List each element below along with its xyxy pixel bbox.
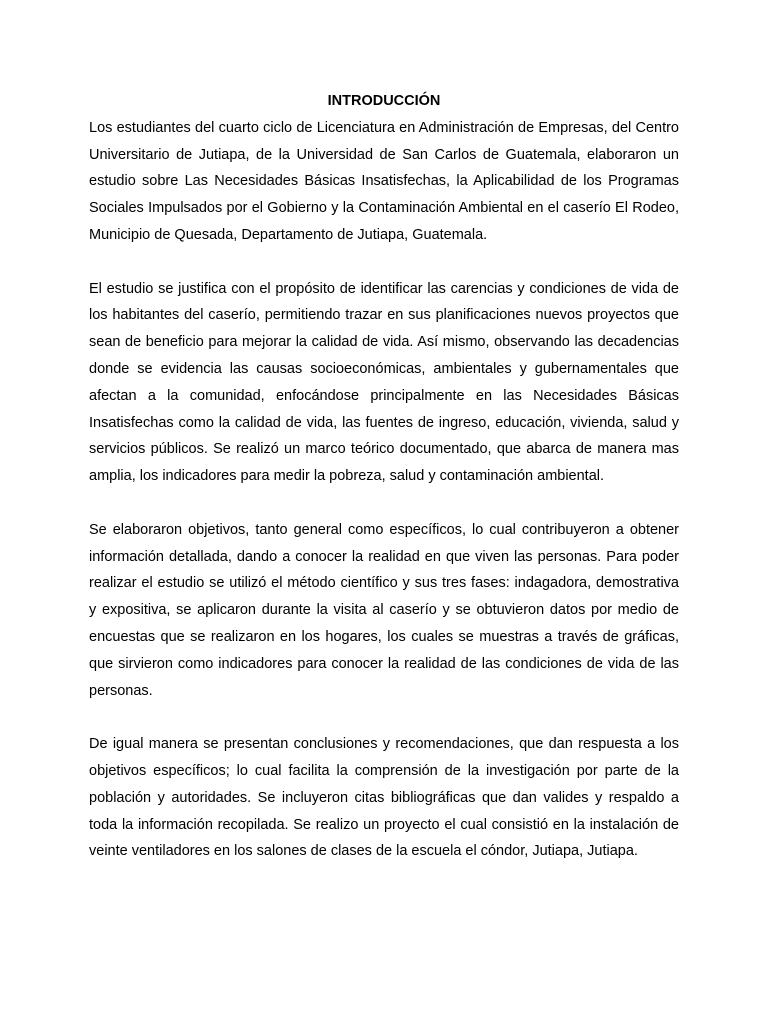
document-page	[89, 88, 679, 892]
paragraph-1: Los estudiantes del cuarto ciclo de Licenciatura en Administración de Empresas, del Centro Universitario de Jutiapa, de la Universidad de San Carlos de Guatemala, elaboraron un estudio sobre Las Necesidades Básicas Insatisfechas, la Aplicabilidad de los Programas Sociales Impulsados por el Gobierno y la Contaminación Ambiental en el caserío El Rodeo, Municipio de Quesada, Departamento de Jutiapa, Guatemala.	[89, 119, 679, 243]
paragraph-2: El estudio se justifica con el propósito de identificar las carencias y condiciones de vida de los habitantes del caserío, permitiendo trazar en sus planificaciones nuevos proyectos que sean de beneficio para mejorar la calidad de vida. Así mismo, observando las decadencias donde se evidencia las causas socioeconómicas, ambientales y gubernamentales que afectan a la comunidad, enfocándose principalmente en las Necesidades Básicas Insatisfechas como la calidad de vida, las fuentes de ingreso, educación, vivienda, salud y servicios públicos. Se realizó un marco teórico documentado, que abarca de manera mas amplia, los indicadores para medir la pobreza, salud y contaminación ambiental.	[89, 280, 679, 485]
paragraph-3: Se elaboraron objetivos, tanto general como específicos, lo cual contribuyeron a obtener información detallada, dando a conocer la realidad en que viven las personas. Para poder realizar el estudio se utilizó el método científico y sus tres fases: indagadora, demostrativa y expositiva, se aplicaron durante la visita al caserío y se obtuvieron datos por medio de encuestas que se realizaron en los hogares, los cuales se muestras a través de gráficas, que sirvieron como indicadores para conocer la realidad de las condiciones de vida de las personas.	[89, 521, 679, 699]
document-title: INTRODUCCIÓN	[327, 93, 441, 109]
paragraph-4: De igual manera se presentan conclusiones y recomendaciones, que dan respuesta a los objetivos específicos; lo cual facilita la comprensión de la investigación por parte de la población y autoridades. Se incluyeron citas bibliográficas que dan valides y respaldo a toda la información recopilada. Se realizo un proyecto el cual consistió en la instalación de veinte ventiladores en los salones de clases de la escuela el cóndor, Jutiapa, Jutiapa.	[89, 736, 679, 860]
